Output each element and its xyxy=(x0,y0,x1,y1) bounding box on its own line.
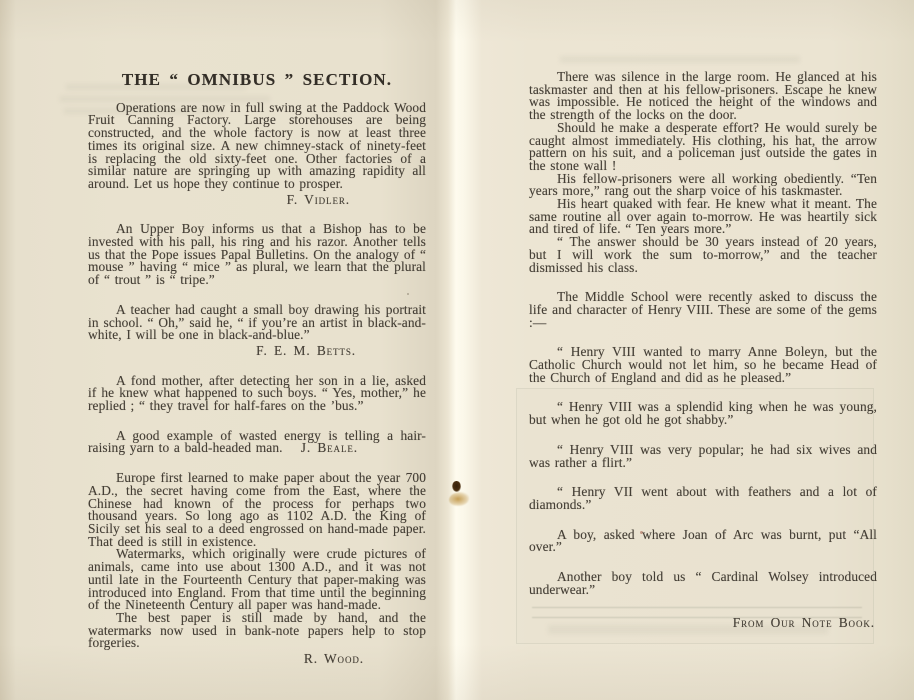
paragraph: His heart quaked with fear. He knew what it meant. The same routine all over again to-morrow. He was heartily sick and tired of life. “ Ten years more.” xyxy=(529,196,877,237)
paragraph: Another boy told us “ Cardinal Wolsey introduced underwear.” xyxy=(529,569,877,597)
paragraph: The best paper is still made by hand, and the watermarks now used in bank-note papers help to stop forgeries. xyxy=(88,609,426,651)
paragraph: “ The answer should be 30 years instead of 20 years, but I will work the sum to-morrow,” and the teacher dismissed his class. xyxy=(529,234,877,275)
paragraph: A boy, asked where Joan of Arc was burnt, put “All over.” xyxy=(529,526,877,555)
paragraph: A fond mother, after detecting her son in a lie, asked if he knew what happened to such boys. “ Yes, mother,” he replied ; “ they travel for half-fares on the ’bus.” xyxy=(88,372,426,414)
foxing-spot xyxy=(449,492,469,506)
paragraph: Should he make a desperate effort? He would surely be caught almost immediately. His clothing, his hat, the arrow pattern on his suit, and a policeman just outside the gates in the stone wall ! xyxy=(529,119,877,173)
author-signature: F. Vidler. xyxy=(286,191,350,207)
gem-henry-splendid xyxy=(529,401,877,426)
paragraph: An Upper Boy informs us that a Bishop has to be invested with his pall, his ring and his razor. Another tells us that the Pope issues Papal Bulletins. On the analogy of “ mouse ” having “ mice ” as plural, we learn that the plural of “ trout ” is “ tripe.” xyxy=(88,221,426,288)
paragraph: “ Henry VIII wanted to marry Anne Boleyn, but the Catholic Church would not let him, so he became Head of the Church of England and did as he pleased.” xyxy=(529,344,877,385)
right-page xyxy=(529,71,877,629)
paragraph: “ Henry VII went about with feathers and a lot of diamonds.” xyxy=(529,484,877,512)
paragraph: His fellow-prisoners were all working obediently. “Ten years more,” rang out the sharp voice of his taskmaster. xyxy=(529,170,877,199)
paragraph: Europe first learned to make paper about the year 700 A.D., the secret having come from the East, where the Chinese had known of the process for perhaps two thousand years. So long ago as 1102 A.D. the King of Sicily set his seal to a deed engrossed on hand-made paper. That deed is still in existence. xyxy=(88,470,426,549)
paragraph: There was silence in the large room. He glanced at his taskmaster and then at his fellow-prisoners. Escape he knew was impossible. He noticed the height of the windows and the strength of the locks on the door. xyxy=(529,69,877,123)
gem-cardinal-wolsey xyxy=(529,571,877,629)
article-watermarks xyxy=(88,548,426,612)
article-wasted-energy xyxy=(88,427,426,456)
gem-henry-boleyn xyxy=(529,346,877,384)
author-signature: R. Wood. xyxy=(303,651,364,667)
paragraph: “ Henry VIII was a splendid king when he was young, but when he got old he got shabby.” xyxy=(529,399,877,428)
paragraph: A teacher had caught a small boy drawing his portrait in school. “ Oh,” said he, “ if you’re an artist in black-and-white, I will be one in black-and-blue.” xyxy=(88,301,426,343)
article-omnibus-intro xyxy=(88,99,426,207)
story-silence xyxy=(529,71,877,274)
left-page xyxy=(88,70,426,667)
paragraph: “ Henry VIII was very popular; he had six wives and was rather a flirt.” xyxy=(529,441,877,470)
article-best-paper xyxy=(88,609,426,667)
article-upper-boy xyxy=(88,223,426,287)
paragraph: Watermarks, which originally were crude pictures of animals, came into use about 1300 A.D., and it was not until late in the Fourteenth Century that paper-making was introduced into England. From that time until the beginning of the Nineteenth Century all paper was hand-made. xyxy=(88,546,426,613)
show-through-band xyxy=(560,56,800,63)
gem-henry-diamonds xyxy=(529,486,877,511)
paragraph: The Middle School were recently asked to discuss the life and character of Henry VIII. These are some of the gems :— xyxy=(529,289,877,330)
gem-henry-popular xyxy=(529,441,877,470)
gem-joan-of-arc xyxy=(529,526,877,555)
article-paper-history xyxy=(88,472,426,548)
paragraph: Operations are now in full swing at the Paddock Wood Fruit Canning Factory. Large storehouses are being constructed, and the whole factory is now at least three times its original size. A new chimney-stack of ninety-feet is replacing the old sixty-feet one. Other factories of a similar nature are springing up with amazing rapidity all around. Let us hope they continue to prosper. xyxy=(88,99,426,191)
article-teacher xyxy=(88,301,426,358)
foxing-spot xyxy=(452,481,461,492)
author-signature: F. E. M. Betts. xyxy=(256,342,356,358)
author-signature: J. Beale. xyxy=(300,440,358,456)
middle-school-intro xyxy=(529,291,877,329)
page-title: THE “ OMNIBUS ” SECTION. xyxy=(121,70,393,89)
author-signature: From Our Note Book. xyxy=(732,614,875,630)
paragraph: A good example of wasted energy is telling a hair-raising yarn to a bald-headed man. xyxy=(88,427,426,456)
article-fond-mother xyxy=(88,372,426,414)
